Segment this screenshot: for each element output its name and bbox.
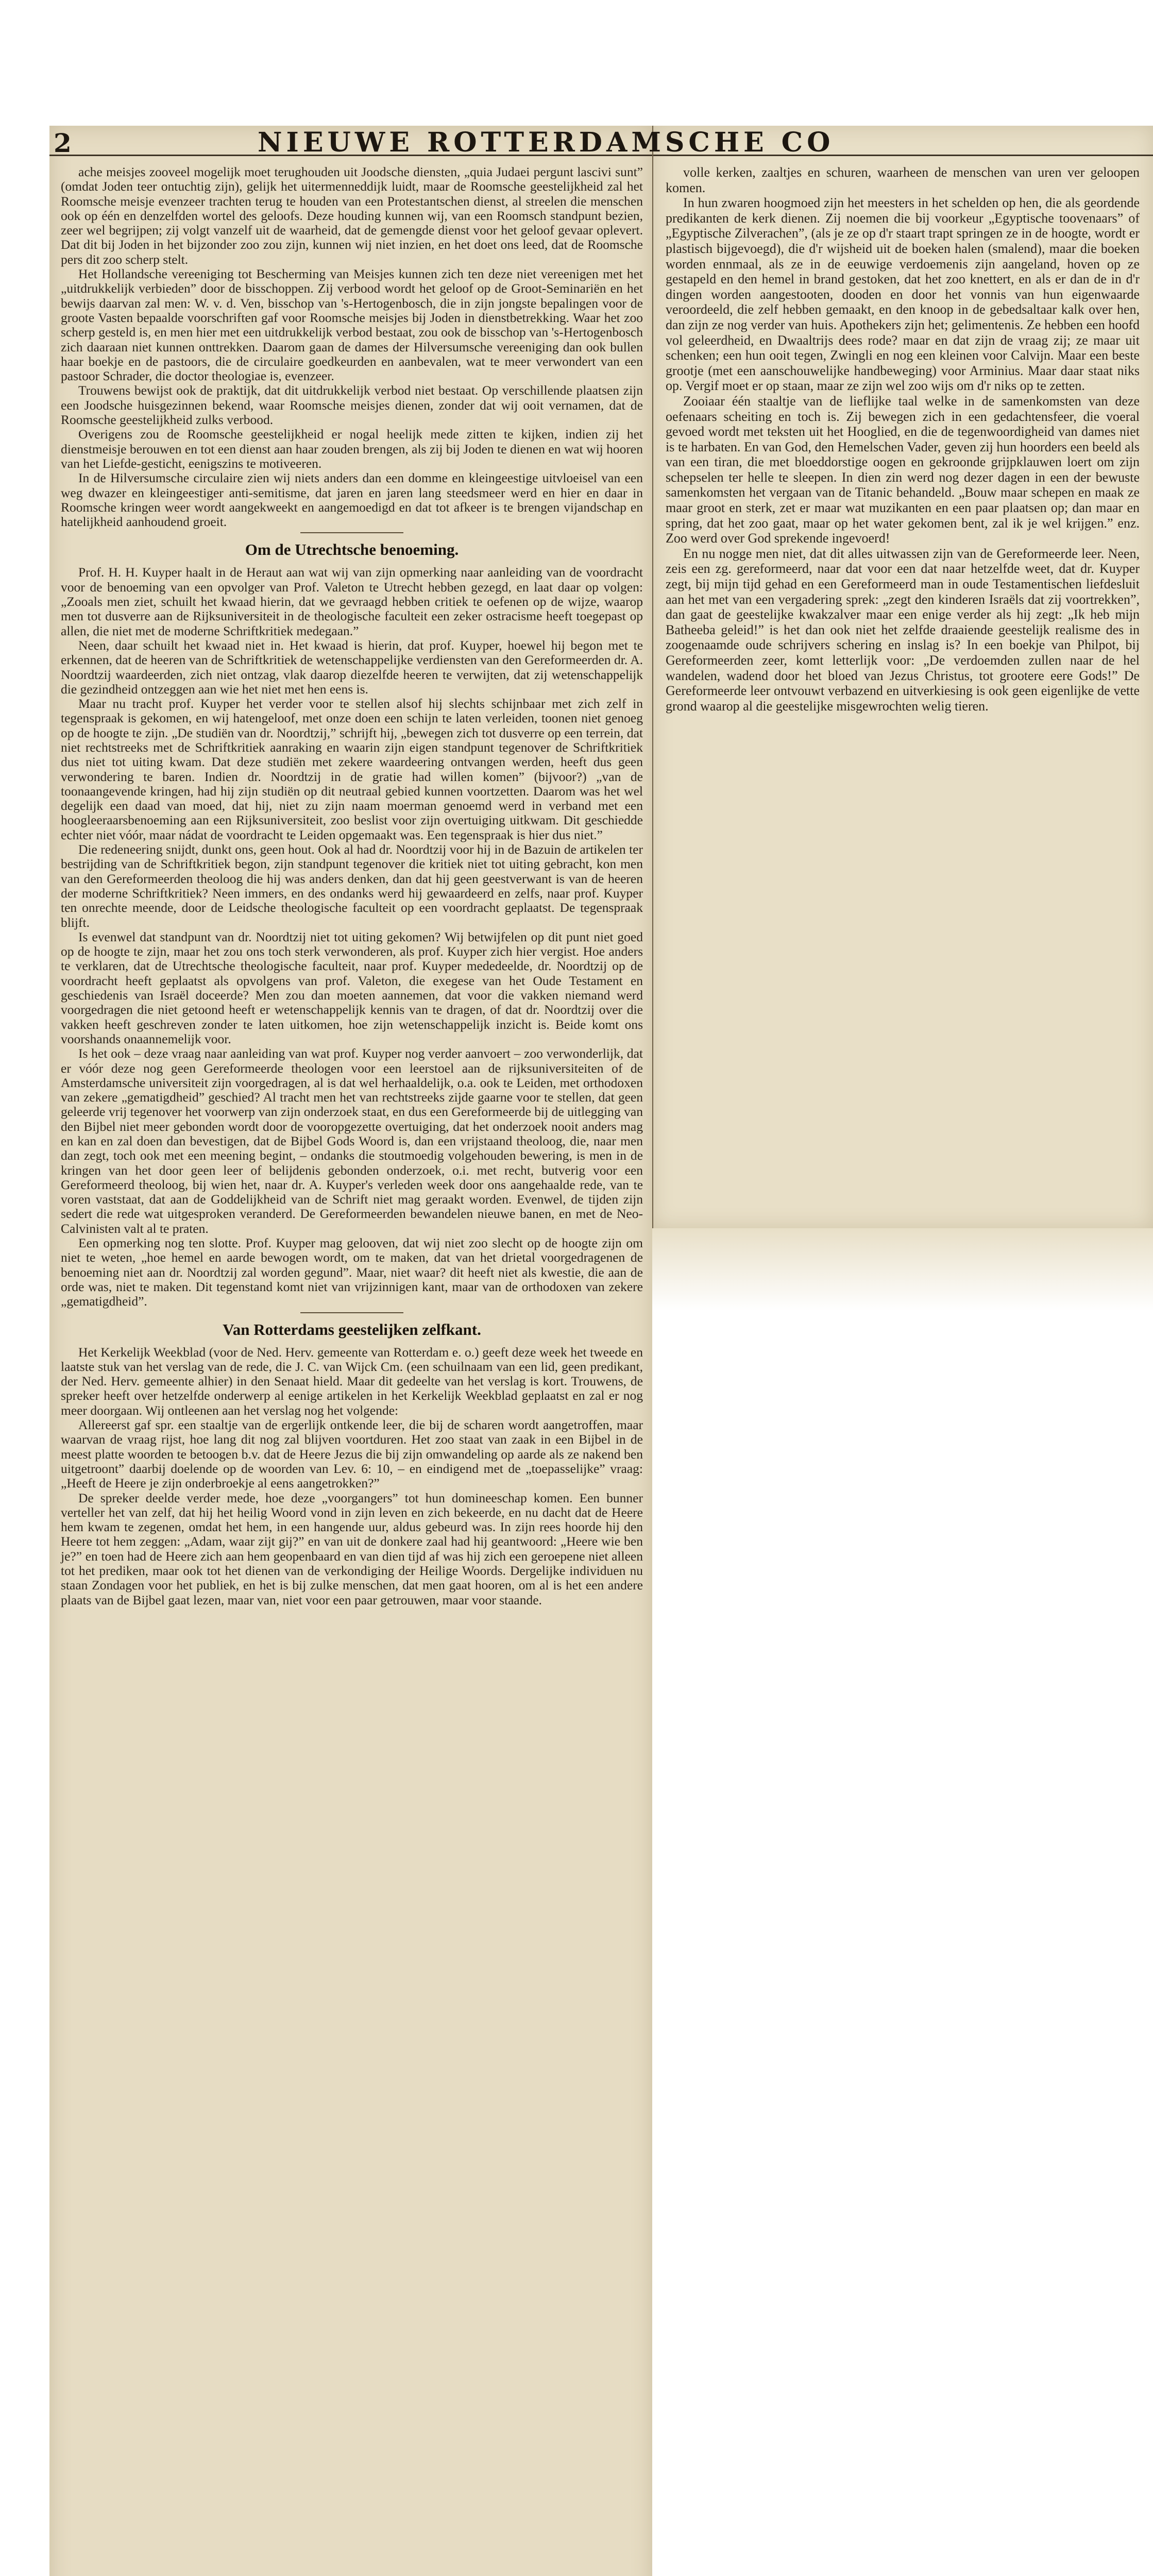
article-paragraph: Zooiaar één staaltje van de lieflijke taal welke in de samenkomsten van deze oefenaars scheiting en toch is. Zij bewegen zich in een gedachtensfeer, die voeral gevoed wordt met teksten uit het Hooglied, en die de tegenwoordigheid van dames niet is te harbaten. En van God, den Hemelschen Vader, geven zij hun hoorders een beeld als van een tiran, die met bloeddorstige oogen en gekroonde grijpklauwen loert om zijn schepselen ter helle te sleepen. In dien zin werd nog dezer dagen in een der bewuste samenkomsten het vergaan van de Titanic behandeld. „Bouw maar schepen en maak ze maar groot en sterk, zet er maar wat muzikanten en een paar plaatsen op; dan maar en spring, dat het zoo gaat, maar op het water gekomen bent, zal ik je wel krijgen.” enz. Zoo werd over God sprekende ingevoerd! [666, 393, 1140, 546]
left-column [61, 165, 643, 1607]
article-paragraph: Het Kerkelijk Weekblad (voor de Ned. Herv. gemeente van Rotterdam e. o.) geeft deze week het tweede en laatste stuk van het verslag van de rede, die J. C. van Wijck Cm. (een schuilnaam van een lid, geen predikant, der Ned. Herv. gemeente alhier) in den Senaat hield. Maar dit gedeelte van het verslag is kort. Trouwens, de spreker heeft over hetzelfde onderwerp al eenige artikelen in het Kerkelijk Weekblad geplaatst en zal er nog meer doorgaan. Wij ontleenen aan het verslag nog het volgende: [61, 1344, 643, 1418]
column-rule [652, 126, 653, 1228]
article-paragraph: In hun zwaren hoogmoed zijn het meesters in het schelden op hen, die als geordende predikanten de kerk dienen. Zij noemen die bij voorkeur „Egyptische toovenaars” of „Egyptische Zilverachen”, (als je ze op d'r staart trapt springen ze in de hoogte, wordt er plastisch bijgevoegd), die d'r wijsheid uit de boeken halen (smalend), maar die boeken worden ennmaal, als ze in de eeuwige verdoemenis zijn aangeland, hoven op ze gestapeld en den hemel in brand gestoken, dat het zoo knettert, en als er dan de in d'r dingen worden aangestooten, dooden en door het vonnis van hun eigenwaarde veroordeeld, die zelf hebben gemaakt, en den knoop in de gebedsaltaar kalk over hen, dan zijn ze nog verder van huis. Apothekers zijn het; gelimentenis. Ze hebben een hoofd vol geleerdheid, en Dwaaltrijs dees rode? maar en dat zijn de vraag zij; ze maar uit schenken; een hun ooit tegen, Zwingli en nog een kleinen voor Calvijn. Maar een beste grootje (met een aanschouwelijke handbeweging) voor Arminius. Maar daar staat niks op. Vergif moet er op staan, maar ze zijn wel zoo wijs om d'r niks op te zetten. [666, 195, 1140, 394]
section-heading-rotterdams-zelfkant: Van Rotterdams geestelijken zelfkant. [223, 1320, 481, 1338]
section-divider [300, 532, 403, 533]
article-paragraph: Allereerst gaf spr. een staaltje van de ergerlijk ontkende leer, die bij de scharen wordt aangetroffen, maar waarvan de vraag rijst, hoe lang dit nog zal blijven voortduren. Het zoo staat van zaak in een Bijbel in de meest platte woorden te betoogen b.v. dat de Heere Jezus die bij zijn omwandeling op aarde als ze nakend ben uitgetroont” daarbij doelende op de woorden van Lev. 6: 10, – en eindigend met de „toepasselijke” vraag: „Heeft de Heere je zijn onderbroekje al eens aangetrokken?” [61, 1417, 643, 1491]
article-paragraph: En nu nogge men niet, dat dit alles uitwassen zijn van de Gereformeerde leer. Neen, zeis een zg. gereformeerd, naar dat voor een dat naar hetzelfde weet, dat dr. Kuyper zegt, bij mijn tijd gehad en een Gereformeerd man in oude Testamentischen liefdesluit aan het met van een vergadering sprek: „zegt den kinderen Israëls dat zij voortrekken”, dan gaat de geestelijke kwakzalver maar een enige verder als hij zegt: „Ik heb mijn Batheeba geleid!” is het dan ook niet het zelfde draaiende geestelijk realisme des in zoogenaamde oude schrijvers schering en inslag is? In een boekje van Philpot, bij Gereformeerden zeer, komt letterlijk voor: „De verdoemden zullen naar de hel wandelen, wadend door het bloed van Jezus Christus, tot grootere eere Gods!” De Gereformeerde leer ontvouwt verbazend en uitverkiesing is ook geen eigenlijke de vette grond waarop al die geestelijke misgewrochten welig tieren. [666, 546, 1140, 714]
article-paragraph: volle kerken, zaaltjes en schuren, waarheen de menschen van uren ver geloopen komen. [666, 165, 1140, 195]
article-paragraph: Maar nu tracht prof. Kuyper het verder voor te stellen alsof hij slechts schijnbaar met zich zelf in tegenspraak is gekomen, en wij hatengeloof, met onze doen een schijn te laten verleiden, toonen niet genoeg op de hoogte te zijn. „De studiën van dr. Noordtzij,” schrijft hij, „bewegen zich tot dusverre op een terrein, dat niet rechtstreeks met de Schriftkritiek aanraking en waarin zijn eigen standpunt tegenover de Schriftkritiek dus niet tot uiting kwam. Dat deze studiën met zekere waardeering ontvangen werden, heeft dus geen verwondering te baren. Indien dr. Noordtzij in de gratie had willen komen” (bijvoor?) „van de toonaangevende kringen, had hij zijn studiën op dit neutraal gebied kunnen voortzetten. Daarom was het wel degelijk een daad van moed, dat hij, niet zu zijn naam moerman genoemd werd in verband met een hoogleeraarsbenoeming aan een Rijksuniversiteit, zoo beslist voor zijn overtuiging uitkwam. Dit geschiedde echter niet vóór, maar nádat de voordracht te Leiden opgemaakt was. Een tegenspraak is hier dus niet.” [61, 696, 643, 842]
page-number: 2 [54, 128, 72, 158]
clipping-torn-edge [652, 1228, 1153, 1311]
article-paragraph: ache meisjes zooveel mogelijk moet terughouden uit Joodsche diensten, „quia Judaei pergunt lascivi sunt” (omdat Joden teer ontuchtig zijn), gelijk het uitermenneddijk luidt, maar de Roomsche geestelijkheid zal het Roomsche meisje evenzeer trachten terug te houden van een Protestantschen dienst, al streelen die menschen ook op één en denzelfden wortel des geloofs. Deze houding kunnen wij, van een Roomsch standpunt bezien, zeer wel begrijpen; zij volgt vanzelf uit de waarheid, dat de gemengde dienst voor het geloof gevaar oplevert. Dat dit bij Joden in het bijzonder zoo zou zijn, kunnen wij niet inzien, en het doet ons leed, dat de Roomsche pers dit zoo scherp stelt. [61, 164, 643, 267]
article-paragraph: Het Hollandsche vereeniging tot Bescherming van Meisjes kunnen zich ten deze niet vereenigen met het „uitdrukkelijk verbieden” door de bisschoppen. Zij verbood wordt het geloof op de Groot-Seminariën en het bewijs daarvan zal men: W. v. d. Ven, bisschop van 's-Hertogenbosch, die in zijn jongste bepalingen voor de groote Vasten bepaalde voorschriften gaf voor Roomsche meisjes bij Joden in dienstbetrekking. Waar het zoo scherp gesteld is, en men hier met een uitdrukkelijk verbod bestaat, zou ook de bisschop van 's-Hertogenbosch zich daaraan niet kunnen onttrekken. Daarom gaan de dames der Hilversumsche vereeniging dan ook bullen haar boekje en de pastoors, die de circulaire goedkeurden en aanbevalen, wat te meer verwondert van een pastoor Schrader, die doctor theologiae is, evenzeer. [61, 266, 643, 384]
newspaper-masthead: NIEUWE ROTTERDAMSCHE CO [258, 127, 835, 158]
section-heading-utrechtsche-benoeming: Om de Utrechtsche benoeming. [245, 540, 459, 559]
article-paragraph: Overigens zou de Roomsche geestelijkheid er nogal heelijk mede zitten te kijken, indien zij het dienstmeisje berouwen en tot een dienst aan haar zouden brengen, als zij bij Joden te dienen en wat wij hooren van het Liefde-gesticht, eenigszins te motiveeren. [61, 427, 643, 471]
article-paragraph: In de Hilversumsche circulaire zien wij niets anders dan een domme en kleingeestige uitvloeisel van een weg dwazer en kleingeestiger anti-semitisme, dat jaren en jaren lang steedsmeer werd en hier en daar in Roomsche kringen weer wordt aangekweekt en aangemoedigd en dat tot afkeer is te brengen vijandschap en hatelijkheid aanhoudend groeit. [61, 470, 643, 530]
article-paragraph: Die redeneering snijdt, dunkt ons, geen hout. Ook al had dr. Noordtzij voor hij in de Bazuin de artikelen ter bestrijding van de Schriftkritiek begon, zijn standpunt tegenover die kritiek niet tot uiting gebracht, kon men van den Gereformeerden theoloog die hij was anders denken, dan dat hij geen geestverwant is van de heeren der moderne Schriftkritiek? Neen immers, en des ondanks werd hij gewaardeerd en zelfs, naar prof. Kuyper ten onrechte meende, door de Leidsche theologische faculteit op een voordracht geplaatst. De tegenspraak blijft. [61, 842, 643, 930]
article-paragraph: Prof. H. H. Kuyper haalt in de Heraut aan wat wij van zijn opmerking naar aanleiding van de voordracht voor de benoeming van een opvolger van Prof. Valeton te Utrecht hebben gezegd, en laat daar op volgen: „Zooals men ziet, schuilt het kwaad hierin, dat we gevraagd hebben critiek te oefenen op de wijze, waarop men tot dusverre aan de Rijksuniversiteit in de theologische faculteit een zeker ostracisme heeft toegepast op allen, die niet met de moderne Schriftkritiek medegaan.” [61, 565, 643, 638]
article-paragraph: Is het ook – deze vraag naar aanleiding van wat prof. Kuyper nog verder aanvoert – zoo verwonderlijk, dat er vóór deze nog geen Gereformeerde theologen voor een leerstoel aan de rijksuniversiteiten of de Amsterdamsche universiteit zijn voorgedragen, al is dat wel herhaaldelijk, o.a. ook te Leiden, met orthodoxen van zekere „gematigdheid” geschied? Al tracht men het van rechtstreeks zijde gaarne voor te stellen, dat geen geleerde vrij tegenover het voorwerp van zijn onderzoek staat, en dus een Gereformeerde bij de uitlegging van den Bijbel niet meer gebonden wordt door de vooropgezette overtuiging, dat het onderzoek nooit anders mag en kan en zal doen dan bevestigen, dat de Bijbel Gods Woord is, dan een vrijstaand theoloog, die, naar men dan zegt, toch ook met een meening begint, – ondanks die stoutmoedig volgehouden bewering, is men in de kringen van het door geen leer of belijdenis gebonden onderzoek, o.i. met recht, butverig voor een Gereformeerd theoloog, bij wien het, naar dr. A. Kuyper's verleden week door ons aangehaalde rede, van te voren vaststaat, dat aan de Goddelijkheid van de Schrift niet mag geraakt worden. Evenwel, de tijden zijn sedert die rede wat uitgesproken veranderd. De Gereformeerden bewandelen nieuwe banen, en met de Neo-Calvinisten valt al te praten. [61, 1046, 643, 1236]
section-divider [300, 1312, 403, 1313]
article-paragraph: Neen, daar schuilt het kwaad niet in. Het kwaad is hierin, dat prof. Kuyper, hoewel hij begon met te erkennen, dat de heeren van de Schriftkritiek de wetenschappelijke verdiensten van den Gereformeerden dr. A. Noordtzij waardeerden, zich niet ontzag, vlak daarop diezelfde heeren te verwijten, dat zij wetenschappelijk die gezindheid ontzeggen aan wie het niet met hen eens is. [61, 637, 643, 697]
article-paragraph: Een opmerking nog ten slotte. Prof. Kuyper mag gelooven, dat wij niet zoo slecht op de hoogte zijn om niet te weten, „hoe hemel en aarde bewogen wordt, om te maken, dat van het drietal voorgedragenen de benoeming niet aan dr. Noordtzij zal worden gegund”. Maar, niet waar? dit heeft niet als kwestie, die aan de orde was, niet te maken. Dit tegenstand komt niet van vrijzinnigen kant, maar van de orthodoxen van zekere „gematigdheid”. [61, 1235, 643, 1309]
article-paragraph: De spreker deelde verder mede, hoe deze „voorgangers” tot hun domineeschap komen. Een bunner verteller het van zelf, dat hij het heilig Woord vond in zijn leven en zich bekeerde, en nu dacht dat de Heere hem kwam te zegenen, omdat het hem, in een hangende uur, aldus gebeurd was. In zijn rees hoorde hij den Heere tot hem zeggen: „Adam, waar zijt gij?” en van uit de donkere zaal had hij geantwoord: „Heere wie ben je?” en toen had de Heere zich aan hem geopenbaard en van dien tijd af was hij zich een geroepene niet alleen tot het prediken, maar ook tot het dienen van de verkondiging der Heilige Woords. Dergelijke individuen nu staan Zondagen voor het publiek, en het is bij zulke menschen, dat men gaat hooren, om al is het een andere plaats van de Bijbel gaat lezen, maar van, niet voor een paar getrouwen, maar voor staande. [61, 1490, 643, 1607]
article-paragraph: Trouwens bewijst ook de praktijk, dat dit uitdrukkelijk verbod niet bestaat. Op verschillende plaatsen zijn een Joodsche huisgezinnen bekend, waar Roomsche meisjes dienen, zonder dat wij ooit vernamen, dat de Roomsche geestelijkheid zulks verbood. [61, 383, 643, 428]
article-paragraph: Is evenwel dat standpunt van dr. Noordtzij niet tot uiting gekomen? Wij betwijfelen op dit punt niet goed op de hoogte te zijn, maar het zou ons toch sterk verwonderen, als prof. Kuyper zich hier vergist. Hoe anders te verklaren, dat de Utrechtsche theologische faculteit, naar prof. Kuyper mededeelde, dr. Noordtzij op de voordracht heeft geplaatst als opvolgens van prof. Valeton, die exegese van het Oude Testament en geschiedenis van Israël doceerde? Men zou dan moeten aannemen, dat voor die vakken niemand werd voorgedragen die niet getoond heeft er wetenschappelijk kennis van te dragen, of dat dr. Noordtzij over die vakken heeft geschreven zonder te laten uitkomen, hoe zijn wetenschappelijk inzicht is. Beide komt ons voorshands onaannemelijk voor. [61, 929, 643, 1046]
right-column [666, 165, 1140, 714]
